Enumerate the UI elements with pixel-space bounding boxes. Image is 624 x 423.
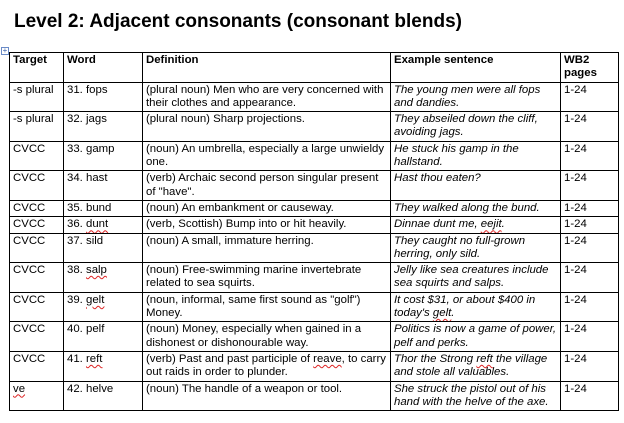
cell-example: Thor the Strong reft the village and stole all valuables. <box>391 351 561 381</box>
cell-definition: (plural noun) Sharp projections. <box>143 112 391 142</box>
cell-pages: 1-24 <box>561 381 619 411</box>
cell-definition: (verb) Archaic second person singular present of "have". <box>143 171 391 201</box>
cell-word: 33. gamp <box>64 141 143 171</box>
cell-example: It cost $31, or about $400 in today's gelt. <box>391 292 561 322</box>
cell-target: CVCC <box>10 322 64 352</box>
cell-target: -s plural <box>10 112 64 142</box>
cell-target: CVCC <box>10 171 64 201</box>
spellcheck-flagged-word: reft <box>86 352 103 365</box>
cell-target: CVCC <box>10 200 64 216</box>
table-row <box>10 233 619 263</box>
cell-target: CVCC <box>10 351 64 381</box>
cell-word: 41. reft <box>64 351 143 381</box>
spellcheck-flagged-word: ve <box>13 382 26 395</box>
cell-pages: 1-24 <box>561 292 619 322</box>
spellcheck-flagged-word: gelt <box>432 307 452 320</box>
header-pages: WB2 pages <box>561 53 619 83</box>
spellcheck-flagged-word: eejit <box>480 218 502 231</box>
table-row <box>10 351 619 381</box>
header-target: Target <box>10 53 64 83</box>
cell-definition: (noun) A small, immature herring. <box>143 233 391 263</box>
spellcheck-flagged-word: salp <box>86 264 107 277</box>
table-row <box>10 217 619 233</box>
table-row <box>10 200 619 216</box>
cell-pages: 1-24 <box>561 351 619 381</box>
cell-target: CVCC <box>10 263 64 293</box>
table-row <box>10 263 619 293</box>
cell-pages: 1-24 <box>561 82 619 112</box>
cell-pages: 1-24 <box>561 171 619 201</box>
table-row <box>10 381 619 411</box>
cell-word: 35. bund <box>64 200 143 216</box>
cell-word: 31. fops <box>64 82 143 112</box>
table-row <box>10 171 619 201</box>
spellcheck-flagged-word: dunt <box>86 218 109 231</box>
cell-word: 39. gelt <box>64 292 143 322</box>
cell-target <box>10 381 64 411</box>
cell-example: They abseiled down the cliff, avoiding jags. <box>391 112 561 142</box>
cell-word: 38. salp <box>64 263 143 293</box>
spellcheck-flagged-word: gelt <box>86 293 105 306</box>
cell-example: He stuck his gamp in the hallstand. <box>391 141 561 171</box>
cell-definition: (noun) An umbrella, especially a large unwieldy one. <box>143 141 391 171</box>
cell-definition: (noun, informal, same first sound as "golf") Money. <box>143 292 391 322</box>
cell-pages: 1-24 <box>561 112 619 142</box>
cell-word: 40. pelf <box>64 322 143 352</box>
table-header-row <box>10 53 619 83</box>
cell-word: 42. helve <box>64 381 143 411</box>
cell-target: CVCC <box>10 141 64 171</box>
cell-example: Politics is now a game of power, pelf and perks. <box>391 322 561 352</box>
table-body <box>10 82 619 411</box>
cell-target: CVCC <box>10 233 64 263</box>
cell-target: CVCC <box>10 292 64 322</box>
cell-example: Dinnae dunt me, eejit. <box>391 217 561 233</box>
cell-word: 36. dunt <box>64 217 143 233</box>
cell-definition: (noun) Free-swimming marine invertebrate related to sea squirts. <box>143 263 391 293</box>
cell-pages: 1-24 <box>561 200 619 216</box>
cell-definition: (verb) Past and past participle of reave, to carry out raids in order to plunder. <box>143 351 391 381</box>
cell-target: -s plural <box>10 82 64 112</box>
cell-example: They caught no full-grown herring, only sild. <box>391 233 561 263</box>
cell-word: 32. jags <box>64 112 143 142</box>
spellcheck-flagged-word: reft <box>476 352 493 365</box>
cell-example: They walked along the bund. <box>391 200 561 216</box>
cell-definition: (verb, Scottish) Bump into or hit heavily. <box>143 217 391 233</box>
cell-pages: 1-24 <box>561 233 619 263</box>
header-word: Word <box>64 53 143 83</box>
cell-pages: 1-24 <box>561 217 619 233</box>
table-row <box>10 112 619 142</box>
cell-pages: 1-24 <box>561 141 619 171</box>
cell-pages: 1-24 <box>561 322 619 352</box>
cell-example: She struck the pistol out of his hand with the helve of the axe. <box>391 381 561 411</box>
spellcheck-flagged-word: reave <box>313 352 342 365</box>
header-example: Example sentence <box>391 53 561 83</box>
cell-word: 37. sild <box>64 233 143 263</box>
cell-definition: (noun) Money, especially when gained in a dishonest or dishonourable way. <box>143 322 391 352</box>
cell-definition: (plural noun) Men who are very concerned with their clothes and appearance. <box>143 82 391 112</box>
cell-example: Hast thou eaten? <box>391 171 561 201</box>
table-move-handle-icon[interactable]: + <box>2 46 8 55</box>
cell-target: CVCC <box>10 217 64 233</box>
cell-definition: (noun) An embankment or causeway. <box>143 200 391 216</box>
cell-example: Jelly like sea creatures include sea squirts and salps. <box>391 263 561 293</box>
page-title: Level 2: Adjacent consonants (consonant blends) <box>14 11 462 32</box>
header-definition: Definition <box>143 53 391 83</box>
cell-pages: 1-24 <box>561 263 619 293</box>
table-row <box>10 322 619 352</box>
cell-definition: (noun) The handle of a weapon or tool. <box>143 381 391 411</box>
consonant-blends-table <box>9 52 619 411</box>
table-row <box>10 141 619 171</box>
cell-word: 34. hast <box>64 171 143 201</box>
table-row <box>10 292 619 322</box>
table-row <box>10 82 619 112</box>
cell-example: The young men were all fops and dandies. <box>391 82 561 112</box>
